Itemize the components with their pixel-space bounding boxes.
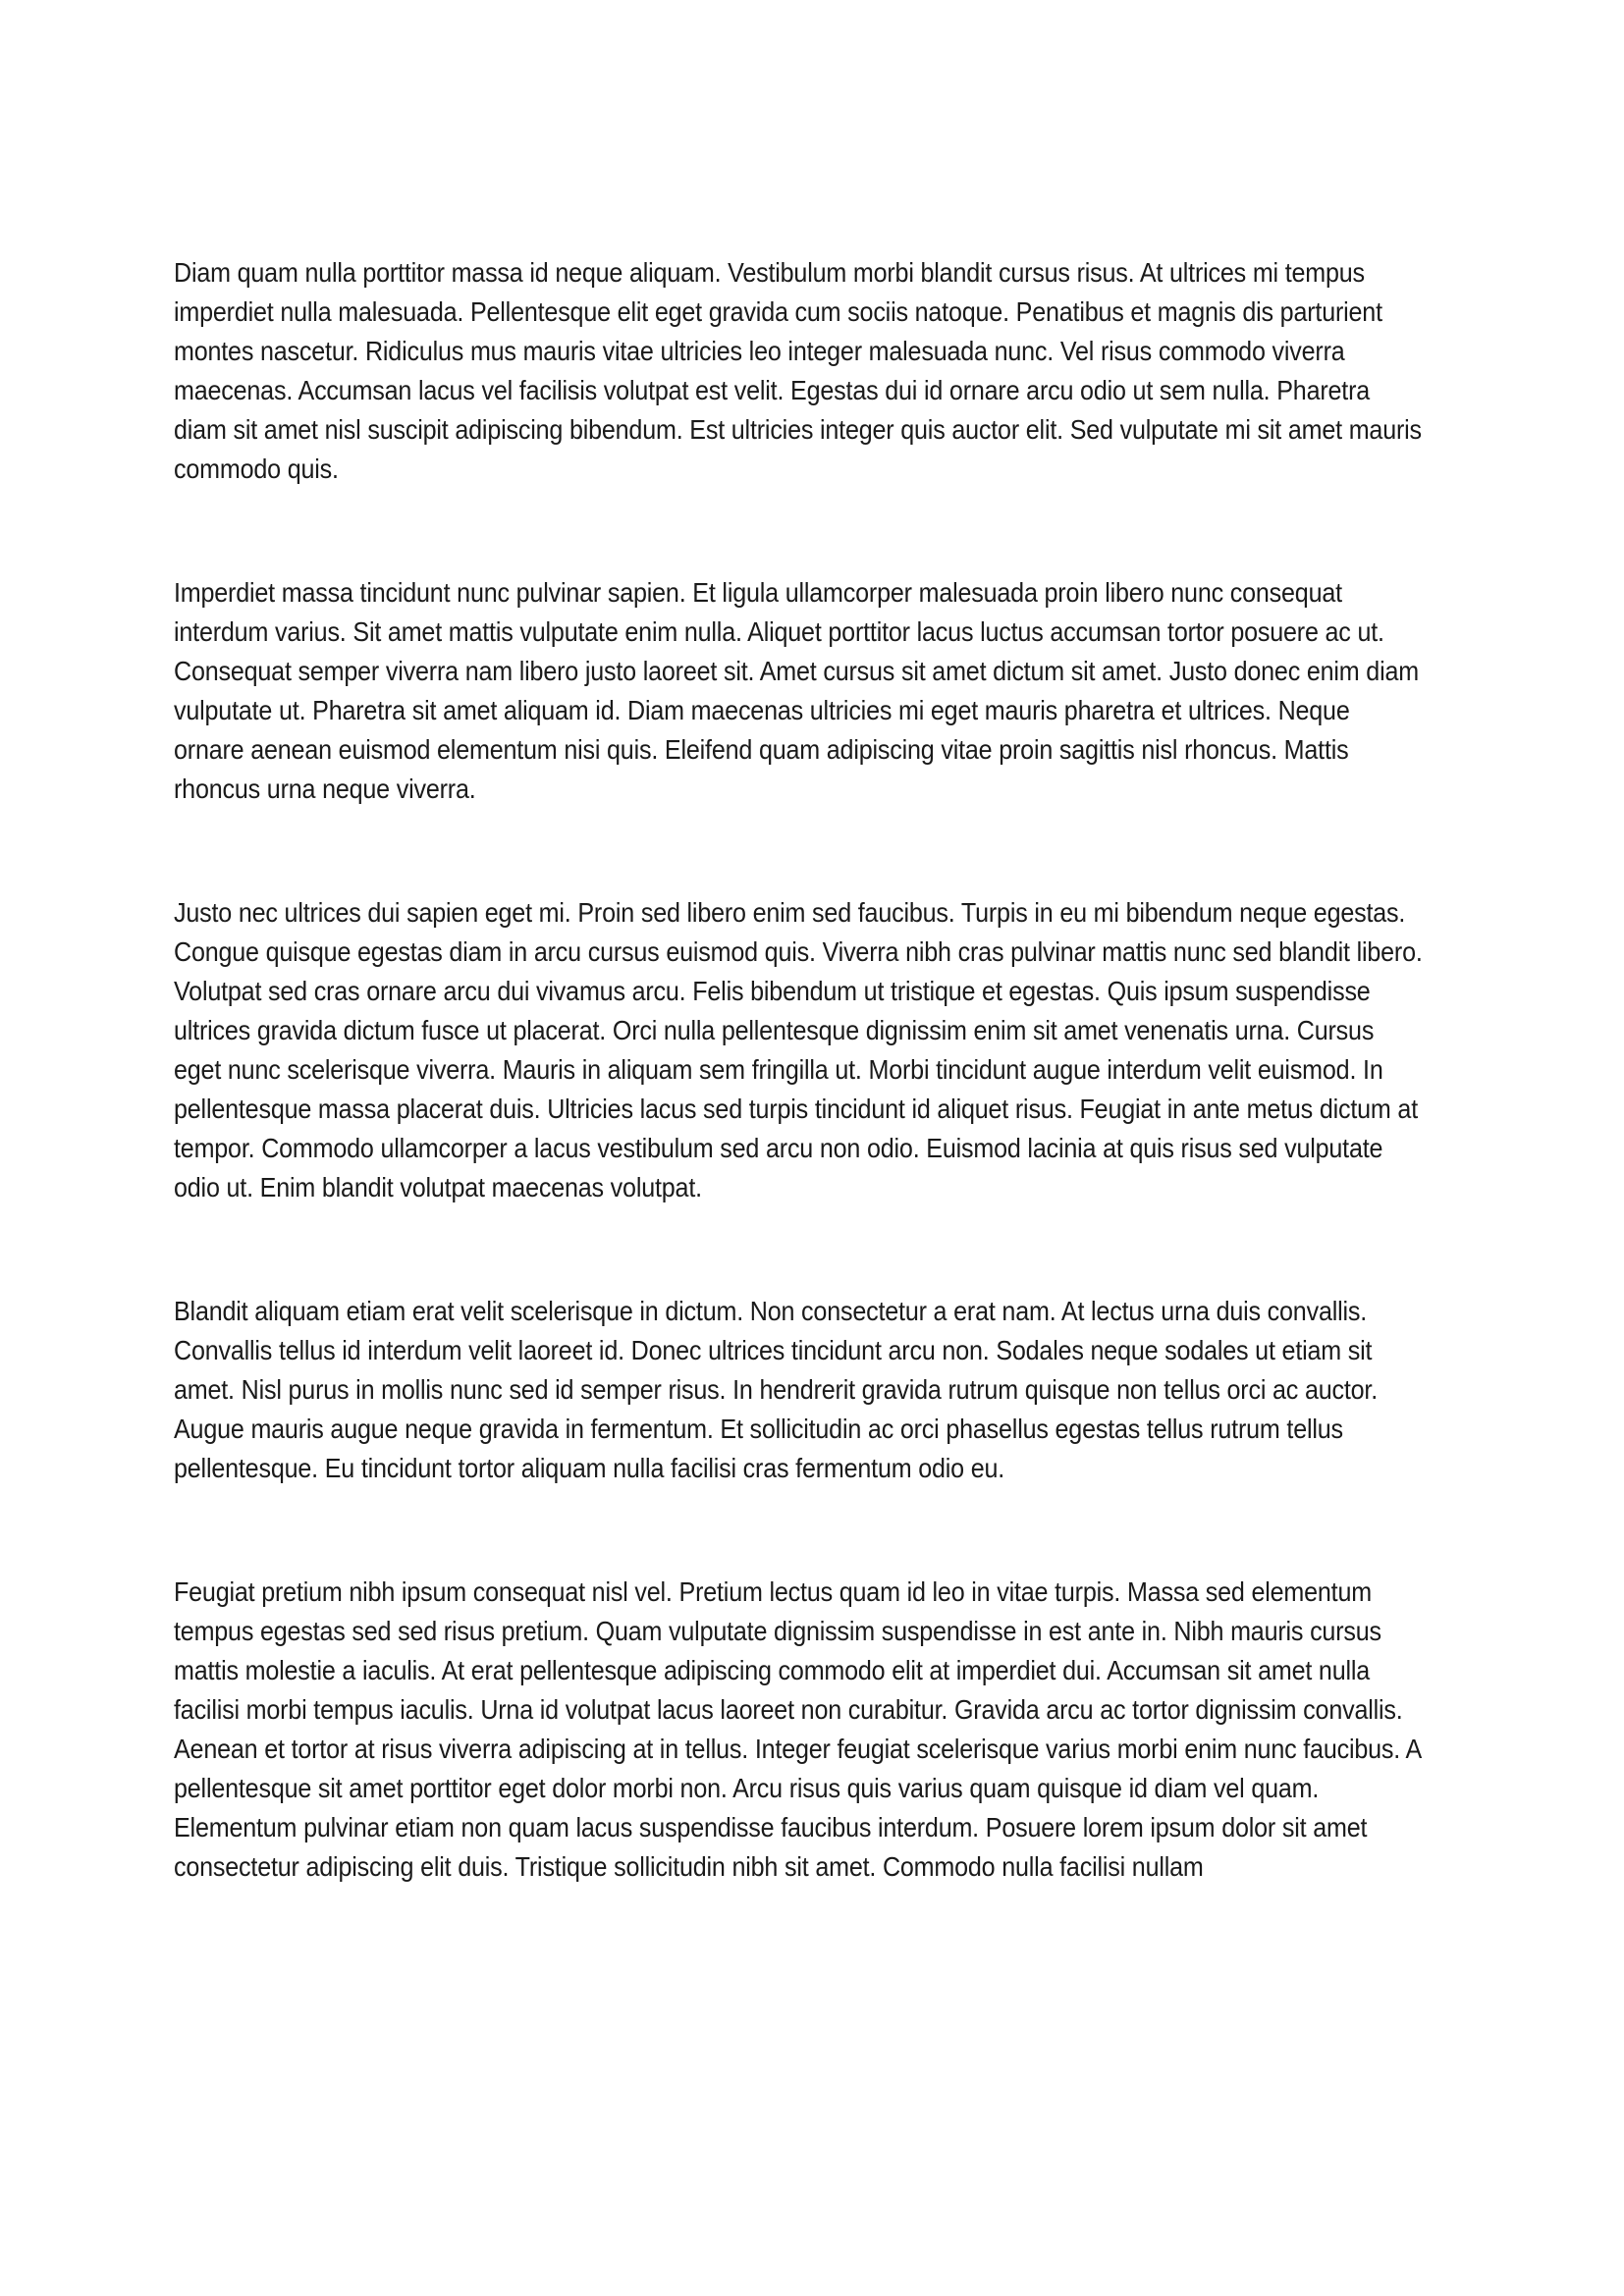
paragraph-3: Justo nec ultrices dui sapien eget mi. Proin sed libero enim sed faucibus. Turpis in eu mi bibendum neque egestas. Congue quisque egestas diam in arcu cursus euismod quis. Viverra nibh cras pulvinar mattis nunc sed blandit libero. Volutpat sed cras ornare arcu dui vivamus arcu. Felis bibendum ut tristique et egestas. Quis ipsum suspendisse ultrices gravida dictum fusce ut placerat. Orci nulla pellentesque dignissim enim sit amet venenatis urna. Cursus eget nunc scelerisque viverra. Mauris in aliquam sem fringilla ut. Morbi tincidunt augue interdum velit euismod. In pellentesque massa placerat duis. Ultricies lacus sed turpis tincidunt id aliquet risus. Feugiat in ante metus dictum at tempor. Commodo ullamcorper a lacus vestibulum sed arcu non odio. Euismod lacinia at quis risus sed vulputate odio ut. Enim blandit volutpat maecenas volutpat. [174, 897, 1423, 1202]
paragraph-4: Blandit aliquam etiam erat velit scelerisque in dictum. Non consectetur a erat nam. At lectus urna duis convallis. Convallis tellus id interdum velit laoreet id. Donec ultrices tincidunt arcu non. Sodales neque sodales ut etiam sit amet. Nisl purus in mollis nunc sed id semper risus. In hendrerit gravida rutrum quisque non tellus orci ac auctor. Augue mauris augue neque gravida in fermentum. Et sollicitudin ac orci phasellus egestas tellus rutrum tellus pellentesque. Eu tincidunt tortor aliquam nulla facilisi cras fermentum odio eu. [174, 1296, 1379, 1483]
paragraph-5: Feugiat pretium nibh ipsum consequat nisl vel. Pretium lectus quam id leo in vitae turpis. Massa sed elementum tempus egestas sed sed risus pretium. Quam vulputate dignissim suspendisse in est ante in. Nibh mauris cursus mattis molestie a iaculis. At erat pellentesque adipiscing commodo elit at imperdiet dui. Accumsan sit amet nulla facilisi morbi tempus iaculis. Urna id volutpat lacus laoreet non curabitur. Gravida arcu ac tortor dignissim convallis. Aenean et tortor at risus viverra adipiscing at in tellus. Integer feugiat scelerisque varius morbi enim nunc faucibus. A pellentesque sit amet porttitor eget dolor morbi non. Arcu risus quis varius quam quisque id diam vel quam. Elementum pulvinar etiam non quam lacus suspendisse faucibus interdum. Posuere lorem ipsum dolor sit amet consectetur adipiscing elit duis. Tristique sollicitudin nibh sit amet. Commodo nulla facilisi nullam [174, 1576, 1421, 1882]
text-block [174, 253, 1423, 1887]
paragraph-1: Diam quam nulla porttitor massa id neque aliquam. Vestibulum morbi blandit cursus risus. At ultrices mi tempus imperdiet nulla malesuada. Pellentesque elit eget gravida cum sociis natoque. Penatibus et magnis dis parturient montes nascetur. Ridiculus mus mauris vitae ultricies leo integer malesuada nunc. Vel risus commodo viverra maecenas. Accumsan lacus vel facilisis volutpat est velit. Egestas dui id ornare arcu odio ut sem nulla. Pharetra diam sit amet nisl suscipit adipiscing bibendum. Est ultricies integer quis auctor elit. Sed vulputate mi sit amet mauris commodo quis. [174, 257, 1422, 484]
paragraph-2: Imperdiet massa tincidunt nunc pulvinar sapien. Et ligula ullamcorper malesuada proin libero nunc consequat interdum varius. Sit amet mattis vulputate enim nulla. Aliquet porttitor lacus luctus accumsan tortor posuere ac ut. Consequat semper viverra nam libero justo laoreet sit. Amet cursus sit amet dictum sit amet. Justo donec enim diam vulputate ut. Pharetra sit amet aliquam id. Diam maecenas ultricies mi eget mauris pharetra et ultrices. Neque ornare aenean euismod elementum nisi quis. Eleifend quam adipiscing vitae proin sagittis nisl rhoncus. Mattis rhoncus urna neque viverra. [174, 577, 1419, 804]
